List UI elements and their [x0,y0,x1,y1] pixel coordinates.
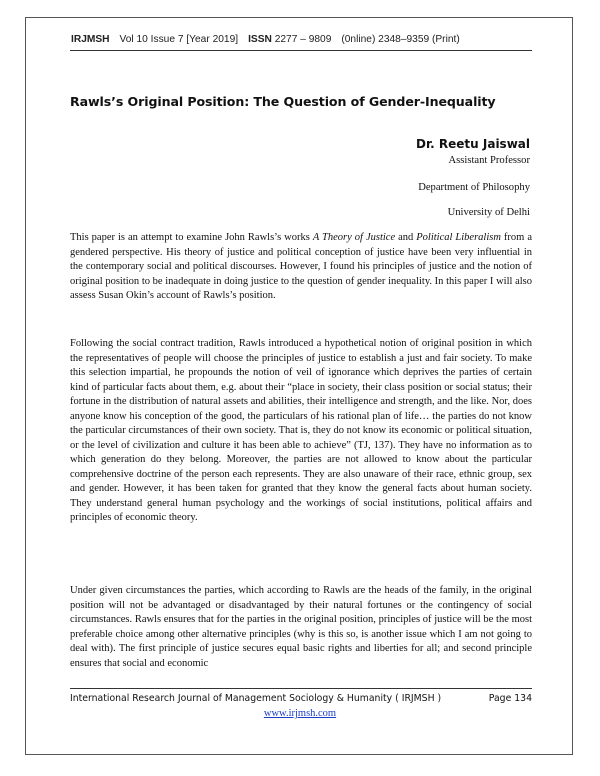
author-department: Department of Philosophy [418,182,530,193]
abstract-text-2: and [395,232,417,243]
running-header [71,34,531,45]
author-name: Dr. Reetu Jaiswal [416,137,530,151]
header-rule [70,50,532,51]
footer-journal: International Research Journal of Management Sociology & Humanity ( IRJMSH ) [70,693,442,704]
abstract-text-1: This paper is an attempt to examine John Rawls’s works [70,232,313,243]
header-issn-label: ISSN [248,34,272,45]
abstract-paragraph [70,231,532,304]
work-title-2: Political Liberalism [416,232,501,243]
body-paragraph-3: Under given circumstances the parties, which according to Rawls are the heads of the family, in the original position will not be advantaged or disadvantaged by their natural fortunes or the contingency of social circumstances. Rawls ensures that for the parties in the original position, principles of justice will be the most preferable choice among other alternative principles (why is this so, is another issue which I am not going to deal with). The first principle of justice secures equal basic rights and liberties for all; and second principle ensures that social and economic [70,585,532,669]
header-issn-online: (0nline) 2348–9359 (Print) [341,34,460,45]
work-title-1: A Theory of Justice [312,232,396,243]
author-university: University of Delhi [447,207,530,218]
abstract-text-3: from a gendered perspective. His theory of justice and political conception of justice have been very influential in the contemporary social and political discourses. However, I found his principles of justice and the notion of original position to be inadequate in doing justice to the question of gender inequality. In this paper I will also assess Susan Okin’s account of Rawls’s position. [70,232,532,301]
page-number: Page 134 [488,693,532,704]
footer-rule [70,688,532,689]
header-issn-print: 2277 – 9809 [274,34,332,45]
author-position: Assistant Professor [448,155,530,166]
body-paragraph-2: Following the social contract tradition, Rawls introduced a hypothetical notion of original position in which the representatives of people will choose the principles of justice to establish a just and fair society. To make this selection impartial, he propounds the notion of veil of ignorance which deprives the parties of certain kind of particular facts about them, e.g. about their “place in society, their class position or social status; their fortune in the distribution of natural assets and abilities, their intelligence and strength, and the like. Nor, does anyone know his conception of the good, the particulars of his rational plan of life… the parties do not know the particular circumstances of their own society. That is, they do not know its economic or political situation, or the level of civilization and culture it has been able to achieve” (TJ, 137). They have no information as to which generation do they belong. Moreover, the parties are not allowed to know about the particular comprehensive doctrine of the person each represents. They are also unaware of their race, ethnic group, sex and gender. However, it has been taken for granted that they know the general facts about human society. They understand general human psychology and the workings of social institutions, political affairs and principles of economic theory. [70,338,532,523]
header-volume: Vol 10 Issue 7 [Year 2019] [119,34,239,45]
header-journal: IRJMSH [71,34,110,45]
journal-url-link[interactable]: www.irjmsh.com [263,708,337,719]
paper-title: Rawls’s Original Position: The Question of Gender-Inequality [70,94,496,109]
